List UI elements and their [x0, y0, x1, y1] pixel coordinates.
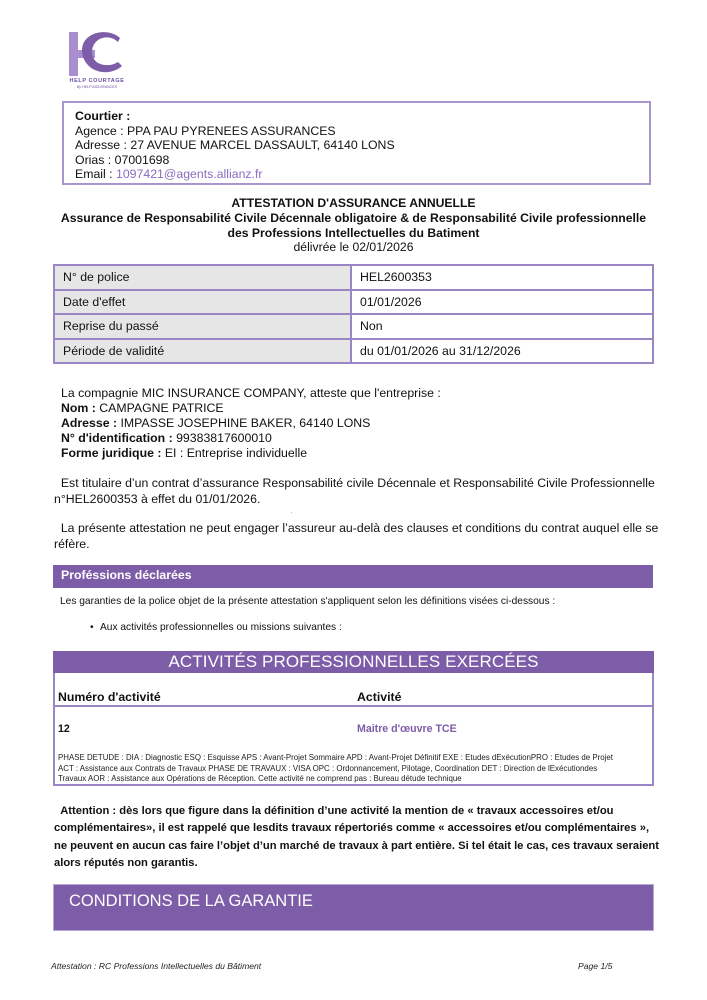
- bullet-icon: •: [90, 622, 94, 633]
- policy-table: [53, 264, 654, 364]
- logo-brand-name: HELP COURTAGE: [69, 78, 125, 84]
- guarantee-conditions-header: CONDITIONS DE LA GARANTIE: [53, 884, 654, 931]
- document-title: ATTESTATION D'ASSURANCE ANNUELLE: [231, 196, 476, 210]
- orias-value: 07001698: [114, 152, 170, 167]
- prior-acts-label: Reprise du passé: [54, 314, 351, 339]
- effective-date-label: Date d'effet: [54, 290, 351, 315]
- courtier-title: Courtier :: [75, 109, 131, 123]
- email-link[interactable]: 1097421@agents.allianz.fr: [116, 167, 263, 182]
- activities-header: ACTIVITÉS PROFESSIONNELLES EXERCÉES: [53, 651, 654, 673]
- policy-number-value: HEL2600353: [351, 265, 653, 290]
- table-row: [54, 314, 653, 339]
- insured-address: [61, 416, 661, 431]
- liability-limit-text: La présente attestation ne peut engager l’assureur au-delà des clauses et conditions du contrat auquel elle se réfère.: [54, 521, 659, 551]
- attention-notice: [54, 803, 664, 872]
- email-label: Email :: [75, 167, 116, 182]
- contract-holder-paragraph: [54, 476, 664, 507]
- hc-logo-icon: [62, 30, 132, 78]
- table-row: [54, 339, 653, 364]
- insurer-intro: La compagnie MIC INSURANCE COMPANY, atteste que l'entreprise :: [61, 386, 441, 400]
- effective-date-value: 01/01/2026: [351, 290, 653, 315]
- declared-professions-text: Les garanties de la police objet de la présente attestation s'appliquent selon les définitions visées ci-dessous :: [60, 596, 556, 607]
- footer-page-number: Page 1/5: [578, 961, 613, 971]
- activity-number: 12: [58, 723, 70, 735]
- activity-name: Maitre d'œuvre TCE: [357, 723, 457, 735]
- attention-text: Attention : dès lors que figure dans la définition d’une activité la mention de « travaux accessoires et/ou complémentaires», il est rappelé que lesdits travaux répertoriés comme « accessoires et/ou complémentaires », ne peuvent en aucun cas faire l’objet d’un marché de travaux à part entière. Si tel était le cas, ces travaux seraient alors réputés non garantis.: [54, 805, 659, 869]
- adresse-value: 27 AVENUE MARCEL DASSAULT, 64140 LONS: [130, 138, 395, 153]
- insured-legal-form-label: Forme juridique :: [61, 446, 165, 460]
- insured-id-label: N° d'identification :: [61, 431, 177, 445]
- insured-legal-form-value: EI : Entreprise individuelle: [164, 446, 308, 460]
- table-row: [54, 290, 653, 315]
- validity-period-value: du 01/01/2026 au 31/12/2026: [351, 339, 653, 364]
- courtier-email: [75, 167, 649, 182]
- delivery-date: délivrée le 02/01/2026: [293, 240, 414, 255]
- activity-description-line: Travaux AOR : Assistance aux Opérations de Réception. Cette activité ne comprend pas : Bureau détude technique: [58, 774, 462, 783]
- courtier-box: [62, 101, 651, 185]
- footer-document-name: Attestation : RC Professions Intellectuelles du Bâtiment: [51, 961, 262, 971]
- declared-professions-header: Proféssions déclarées: [53, 565, 653, 588]
- insured-name: [61, 401, 661, 416]
- table-row: [54, 265, 653, 290]
- insured-address-label: Adresse :: [61, 416, 121, 430]
- liability-limit-paragraph: [54, 521, 664, 552]
- insured-address-value: IMPASSE JOSEPHINE BAKER, 64140 LONS: [120, 416, 371, 430]
- bullet-text: Aux activités professionnelles ou missions suivantes :: [100, 622, 342, 633]
- activities-header-divider: [53, 705, 654, 707]
- activity-description-line: PHASE DETUDE : DIA : Diagnostic ESQ : Esquisse APS : Avant-Projet Sommaire APD : Avant-Projet Définitif EXE : Etudes dExécutionPRO : Etudes de Projet: [58, 753, 613, 762]
- insured-name-value: CAMPAGNE PATRICE: [99, 401, 224, 415]
- insured-legal-form: [61, 446, 661, 461]
- activity-column-header: Activité: [357, 690, 402, 704]
- adresse-label: Adresse :: [75, 138, 131, 153]
- agence-label: Agence :: [75, 123, 127, 138]
- policy-number-label: N° de police: [54, 265, 351, 290]
- declared-professions-bullet: [90, 622, 490, 633]
- document-heading: [40, 196, 667, 255]
- insured-name-label: Nom :: [61, 401, 100, 415]
- agence-value: PPA PAU PYRENEES ASSURANCES: [126, 123, 336, 138]
- activity-description-line: ACT : Assistance aux Contrats de Travaux PHASE DE TRAVAUX : VISA OPC : Ordonnancement, Pilotage, Coordination DET : Direction de lExécutiondes: [58, 763, 598, 773]
- prior-acts-value: Non: [351, 314, 653, 339]
- courtier-agence: [75, 124, 649, 139]
- document-subtitle-1: Assurance de Responsabilité Civile Décennale obligatoire & de Responsabilité Civile professionnelle: [60, 210, 647, 225]
- logo-tagline: By HELP ASSURANCES: [76, 85, 118, 89]
- orias-label: Orias :: [75, 152, 115, 167]
- insured-id: [61, 431, 661, 446]
- activity-number-column-header: Numéro d'activité: [58, 690, 161, 704]
- insured-id-value: 99383817600010: [176, 431, 272, 445]
- validity-period-label: Période de validité: [54, 339, 351, 364]
- insured-block: [61, 386, 661, 461]
- stray-dot: [291, 512, 292, 513]
- courtier-orias: [75, 153, 649, 168]
- contract-holder-text: Est titulaire d’un contrat d’assurance Responsabilité civile Décennale et Responsabilité Civile Professionnelle n°HEL2600353 à effet du 01/01/2026.: [54, 476, 655, 506]
- document-subtitle-2: des Professions Intellectuelles du Batiment: [227, 225, 480, 240]
- activity-description: [58, 753, 650, 785]
- courtier-adresse: [75, 138, 649, 153]
